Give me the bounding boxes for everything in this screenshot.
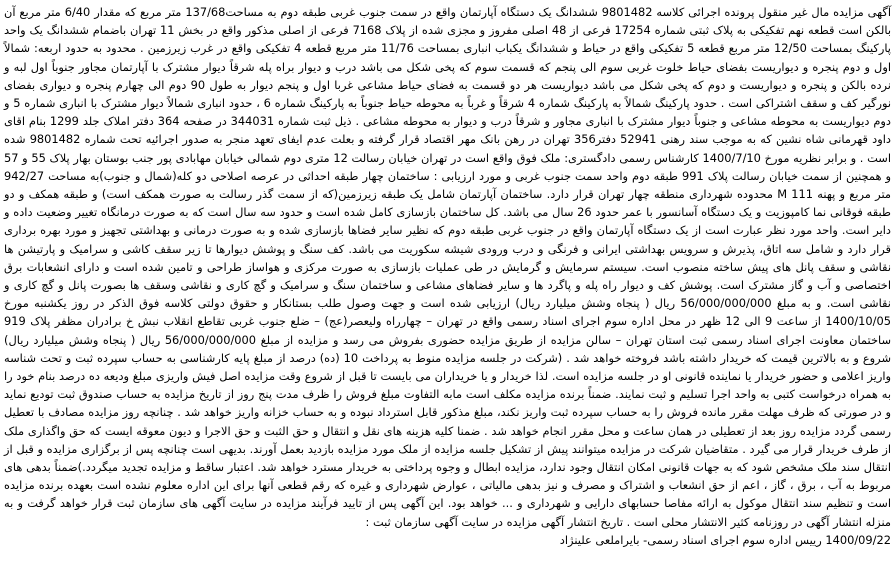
notice-body: آگهی مزایده مال غیر منقول پرونده اجرائی کلاسه 9801482 ششدانگ یک دستگاه آپارتمان واقع در سمت جنوب غربی طبقه دوم به مساحت137/68 متر مربع که مقدار 6/40 متر مربع آن بالکن است قطعه نهم تفکیکی به پلاک ثبتی شماره 17254 فرعی از 48 اصلی مفروز و مجزی شده از پلاک 7168 فرعی از اصلی مذکور واقع در بخش 11 تهران باضمام ششدانگ یک واحد پارکینگ بمساحت 12/50 متر مربع قطعه 5 تفکیکی واقع در حیاط و ششدانگ یکباب انباری بمساحت 11/76 متر مربع قطعه 4 تفکیکی واقع در غرب زیرزمین . محدود به حدود اربعه: شمالاً اول و دوم پنجره و دیواریست بفضای حیاط خلوت غربی سوم الی پنجم که قسمت سوم که پخی شکل می باشد درب و دیوار براه پله شرقاً دیوار مشترک با آپارتمان مجاور جنوباً اول لبه و نرده بالکن و پنجره و دیواریست و دوم که پخی شکل می باشد دیواریست هر دو قسمت به فضای حیاط مشاعی غربا اول و پنجم دیوار به طول 90 دوم الی چهارم پنجره و دیواری بفضای نورگیر کف و سقف اشتراکی است . حدود پارکینگ شمالاً به پارکینگ شماره 4 شرقاً و غرباً به محوطه حیاط جنوباً به پارکینگ شماره 6 ، حدود انباری شمالاً دیوار مشترک با انباری شماره 5 و دوم دیواریست به محوطه مشاعی و جنوباً دیوار مشترک با انباری مجاور و شرقاً درب و دیوار به محوطه مشاعی . ذیل ثبت شماره 344031 در صفحه 364 دفتر املاک جلد 1299 بنام اقای داود قهرمانی شاه نشین که به موجب سند رهنی 52941 دفتر356 تهران در رهن بانک مهر اقتصاد قرار گرفته و بعلت عدم ایفای تعهد منجر به صدور اجرائیه تحت شماره 9801482 شده است . و برابر نظریه مورخ 1400/7/10 کارشناس رسمی دادگستری: ملک فوق واقع است در تهران خیابان رسالت 12 متری دوم شمالی خیابان مهابادی پور جنب بوستان بهار پلاک 55 و 57 و همچنین از سمت خیابان رسالت پلاک 991 طبقه دوم واحد سمت جنوب غربی و مورد ارزیابی : ساختمان چهار طبقه احداثی در عرصه اصلاحی دو کله(شمال و جنوب)به مساحت 942/27 متر مربع و پهنه M 111 محدوده شهرداری منطقه چهار تهران قرار دارد. ساختمان آپارتمان شامل یک طبقه زیرزمین(که از سمت گذر رسالت به صورت همکف است) و طبقه همکف و دو طبقه فوقانی نما کامپوزیت و یک دستگاه آسانسور با عمر حدود 26 سال می باشد. کل ساختمان بازسازی کامل شده است و حدود سه سال است که به صورت درمانگاه تغییر وضعیت داده و دایر است. واحد مورد نظر عبارت است از یک دستگاه آپارتمان واقع در جنوب غربی طبقه دوم که نظیر سایر فضاها بازسازی شده و به صورت درمانی و بهداشتی تجهیز و مورد بهره برداری قرار دارد و شامل سه اتاق، پذیرش و سرویس بهداشتی ایرانی و فرنگی و درب ورودی شیشه سکوریت می باشد. کف سنگ و پوشش دیوارها تا زیر سقف کاشی و سرامیک و پارتیشن ها نقاشی و سقف پانل های پیش ساخته منصوب است. سیستم سرمایش و گرمایش در طی عملیات بازسازی به صورت مرکزی و هواساز طراحی و تامین شده است و دارای انشعابات برق اختصاصی و آب و گاز مشترک است. پوشش کف و دیوار راه پله و پاگرد ها و سایر فضاهای مشاعی و ساختمان سنگ و سرامیک و گچ کاری و نقاشی وسقف ها بصورت پانل و گچ کاری و نقاشی است. و به مبلغ 56/000/000/000 ریال ( پنجاه وشش میلیارد ریال) ارزیابی شده است و جهت وصول طلب بستانکار و حقوق دولتی کلاسه فوق الذکر در روز یکشنبه مورخ 1400/10/05 از ساعت 9 الی 12 ظهر در محل اداره سوم اجرای اسناد رسمی واقع در تهران – چهارراه ولیعصر(عج) – ضلع جنوب غربی تقاطع انقلاب نبش خ برادران مظفر پلاک 919 ساختمان معاونت اجرای اسناد رسمی ثبت استان تهران – سالن مزایده از طریق مزایده حضوری بفروش می رسد و مزایده از مبلغ 56/000/000/000 ریال ( پنجاه وشش میلیارد ریال) شروع و به بالاترین قیمت که خریدار داشته باشد فروخته خواهد شد . (شرکت در جلسه مزایده منوط به پرداخت 10 (ده) درصد از مبلغ پایه کارشناسی به حساب سپرده ثبت و تحت شناسه واریز اعلامی و حضور خریدار یا نماینده قانونی او در جلسه مزایده است. لذا خریدار و یا خریداران می بایست تا قبل از شروع وقت مزایده اصل فیش واریزی مبلغ ودیعه ده درصد بنام خود را به همراه درخواست کتبی به واحد اجرا تسلیم و ثبت نمایند. ضمناً برنده مزایده مکلف است مابه التفاوت مبلغ فروش را ظرف مدت پنج روز از تاریخ مزایده به حساب صندوق ثبت تودیع نماید و در صورتی که ظرف مهلت مقرر مانده فروش را به حساب سپرده ثبت واریز نکند، مبلغ مذکور قابل استرداد نبوده و به حساب خزانه واریز خواهد شد . چنانچه روز مزایده مصادف با تعطیل رسمی گردد مزایده روز بعد از تعطیلی در همان ساعت و محل مقرر انجام خواهد شد . ضمنا کلیه هزینه های نقل و انتقال و حق الثبت و حق الاجرا و دیون معوقه ایست که حق واگذاری ملک از طرف خریدار قرار می گیرد . متقاضیان شرکت در مزایده میتوانند پیش از تشکیل جلسه مزایده از ملک مورد مزایده بازدید بعمل آورند. بدیهی است چنانچه پس از برگزاری مزایده و قبل از انتقال سند ملک مشخص شود که به جهات قانونی امکان انتقال وجود ندارد، مزایده ابطال و وجوه پرداختی به خریدار مسترد خواهد شد. اعتبار ساقط و مزایده تجدید میگردد.)ضمناً بدهی های مربوط به آب ، برق ، گاز ، اعم از حق انشعاب و اشتراک و مصرف و نیز بدهی مالیاتی ، عوارض شهرداری و غیره که رقم قطعی آنها برای این اداره معلوم نشده است بعهده برنده مزایده است و تنظیم سند انتقال موکول به ارائه مفاصا حسابهای دارایی و شهرداری و ... خواهد بود. این آگهی پس از تایید فرآیند مزایده در سایت آگهی های سازمان ثبت قرار خواهد گرفت و به منزله انتشار آگهی در روزنامه کثیر الانتشار محلی است . تاریخ انتشار آگهی مزایده در سایت آگهی سازمان ثبت : [4, 5, 892, 529]
notice-signature-line [4, 531, 891, 549]
notice-date: 1400/09/22 [825, 532, 891, 547]
notice-signature: رییس اداره سوم اجرای اسناد رسمی- بایراملعی علینژاد [559, 532, 822, 547]
